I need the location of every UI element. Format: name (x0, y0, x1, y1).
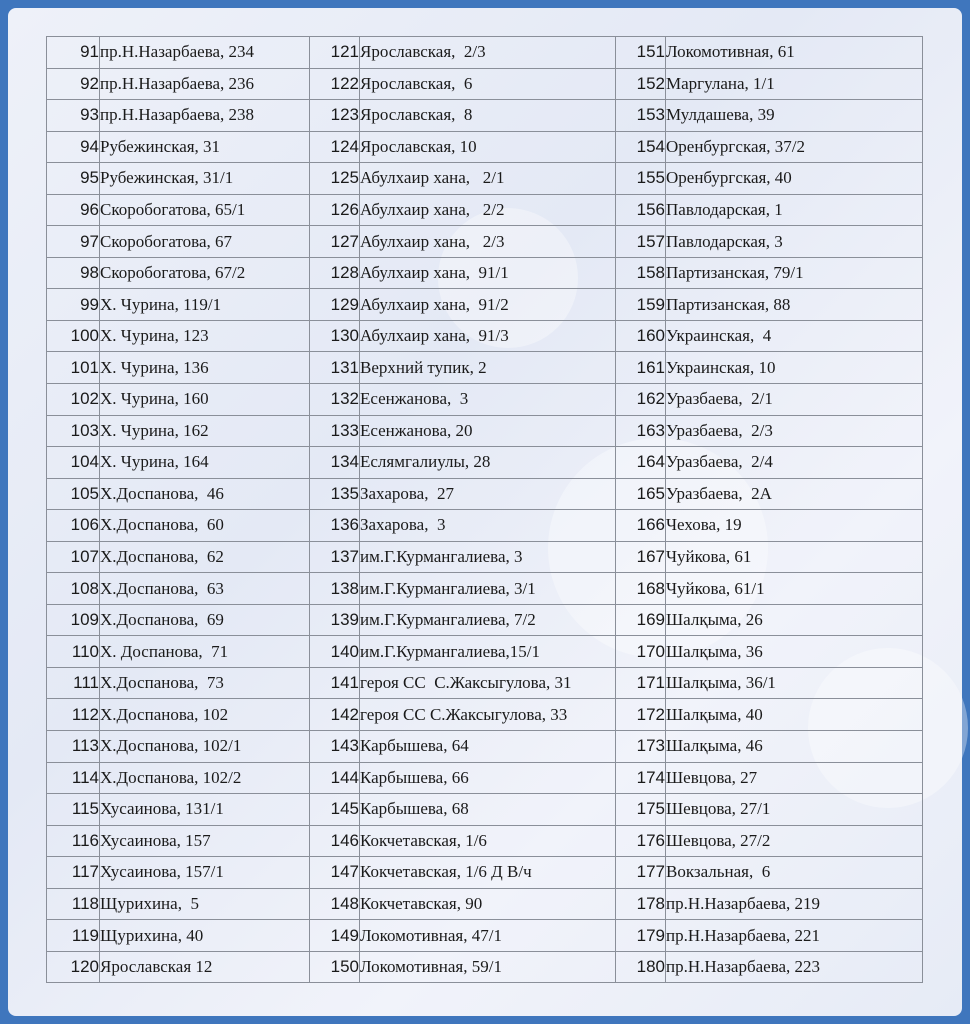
table-row (47, 131, 923, 163)
entry-address: Мулдашева, 39 (666, 100, 923, 132)
entry-number: 101 (47, 352, 100, 384)
entry-address: Кокчетавская, 1/6 Д В/ч (360, 857, 616, 889)
table-row (47, 68, 923, 100)
entry-number: 166 (616, 510, 666, 542)
entry-number: 132 (310, 384, 360, 416)
entry-address: пр.Н.Назарбаева, 223 (666, 951, 923, 983)
entry-address: Еслямгалиулы, 28 (360, 447, 616, 479)
entry-address: Х.Доспанова, 69 (100, 604, 310, 636)
entry-address: Щурихина, 5 (100, 888, 310, 920)
entry-address: Вокзальная, 6 (666, 857, 923, 889)
entry-number: 133 (310, 415, 360, 447)
entry-address: Уразбаева, 2/4 (666, 447, 923, 479)
entry-number: 129 (310, 289, 360, 321)
address-table-body (47, 37, 923, 983)
entry-address: Чехова, 19 (666, 510, 923, 542)
entry-address: им.Г.Курмангалиева,15/1 (360, 636, 616, 668)
entry-number: 124 (310, 131, 360, 163)
table-row (47, 37, 923, 69)
entry-number: 165 (616, 478, 666, 510)
table-row (47, 636, 923, 668)
entry-number: 179 (616, 920, 666, 952)
entry-number: 155 (616, 163, 666, 195)
entry-number: 170 (616, 636, 666, 668)
table-row (47, 478, 923, 510)
entry-number: 168 (616, 573, 666, 605)
entry-number: 150 (310, 951, 360, 983)
table-row (47, 541, 923, 573)
entry-number: 131 (310, 352, 360, 384)
entry-number: 138 (310, 573, 360, 605)
entry-number: 127 (310, 226, 360, 258)
entry-address: Шалқыма, 26 (666, 604, 923, 636)
entry-number: 104 (47, 447, 100, 479)
entry-address: Уразбаева, 2/1 (666, 384, 923, 416)
entry-address: Шевцова, 27/2 (666, 825, 923, 857)
entry-address: Абулхаир хана, 91/2 (360, 289, 616, 321)
entry-address: Есенжанова, 20 (360, 415, 616, 447)
entry-number: 121 (310, 37, 360, 69)
entry-number: 119 (47, 920, 100, 952)
entry-number: 142 (310, 699, 360, 731)
entry-address: Скоробогатова, 67 (100, 226, 310, 258)
entry-number: 117 (47, 857, 100, 889)
entry-number: 144 (310, 762, 360, 794)
entry-address: Ярославская, 2/3 (360, 37, 616, 69)
entry-number: 106 (47, 510, 100, 542)
entry-number: 93 (47, 100, 100, 132)
entry-address: пр.Н.Назарбаева, 219 (666, 888, 923, 920)
entry-address: Павлодарская, 3 (666, 226, 923, 258)
table-row (47, 731, 923, 763)
entry-number: 140 (310, 636, 360, 668)
entry-address: Ярославская, 6 (360, 68, 616, 100)
entry-number: 96 (47, 194, 100, 226)
entry-number: 111 (47, 667, 100, 699)
entry-number: 180 (616, 951, 666, 983)
entry-address: Х.Доспанова, 73 (100, 667, 310, 699)
entry-address: Х.Доспанова, 62 (100, 541, 310, 573)
table-row (47, 794, 923, 826)
entry-number: 172 (616, 699, 666, 731)
entry-number: 164 (616, 447, 666, 479)
entry-address: Скоробогатова, 65/1 (100, 194, 310, 226)
entry-number: 159 (616, 289, 666, 321)
table-row (47, 604, 923, 636)
entry-number: 130 (310, 320, 360, 352)
entry-address: Х.Доспанова, 102/1 (100, 731, 310, 763)
entry-address: Х. Чурина, 119/1 (100, 289, 310, 321)
entry-number: 135 (310, 478, 360, 510)
entry-address: Украинская, 10 (666, 352, 923, 384)
entry-address: Оренбургская, 40 (666, 163, 923, 195)
entry-address: пр.Н.Назарбаева, 238 (100, 100, 310, 132)
entry-number: 163 (616, 415, 666, 447)
entry-address: Карбышева, 68 (360, 794, 616, 826)
entry-number: 156 (616, 194, 666, 226)
entry-number: 171 (616, 667, 666, 699)
entry-address: Шевцова, 27 (666, 762, 923, 794)
entry-address: героя СС С.Жаксыгулова, 31 (360, 667, 616, 699)
entry-address: Верхний тупик, 2 (360, 352, 616, 384)
entry-address: пр.Н.Назарбаева, 234 (100, 37, 310, 69)
entry-number: 114 (47, 762, 100, 794)
entry-address: Абулхаир хана, 91/3 (360, 320, 616, 352)
entry-address: Х. Доспанова, 71 (100, 636, 310, 668)
entry-address: Есенжанова, 3 (360, 384, 616, 416)
entry-number: 152 (616, 68, 666, 100)
entry-number: 136 (310, 510, 360, 542)
entry-number: 148 (310, 888, 360, 920)
entry-number: 167 (616, 541, 666, 573)
entry-address: Абулхаир хана, 2/3 (360, 226, 616, 258)
address-table (46, 36, 923, 983)
entry-number: 95 (47, 163, 100, 195)
table-row (47, 667, 923, 699)
entry-address: Ярославская, 8 (360, 100, 616, 132)
entry-address: Х.Доспанова, 102 (100, 699, 310, 731)
entry-number: 109 (47, 604, 100, 636)
entry-address: Рубежинская, 31/1 (100, 163, 310, 195)
entry-number: 92 (47, 68, 100, 100)
entry-address: Шевцова, 27/1 (666, 794, 923, 826)
table-row (47, 352, 923, 384)
entry-address: Маргулана, 1/1 (666, 68, 923, 100)
entry-address: Х.Доспанова, 60 (100, 510, 310, 542)
entry-number: 123 (310, 100, 360, 132)
entry-number: 161 (616, 352, 666, 384)
entry-number: 103 (47, 415, 100, 447)
entry-address: пр.Н.Назарбаева, 236 (100, 68, 310, 100)
table-row (47, 226, 923, 258)
entry-address: Хусаинова, 157 (100, 825, 310, 857)
entry-address: Х. Чурина, 123 (100, 320, 310, 352)
entry-number: 157 (616, 226, 666, 258)
entry-address: Шалқыма, 40 (666, 699, 923, 731)
entry-number: 137 (310, 541, 360, 573)
entry-address: Украинская, 4 (666, 320, 923, 352)
entry-number: 120 (47, 951, 100, 983)
table-row (47, 857, 923, 889)
entry-address: Хусаинова, 131/1 (100, 794, 310, 826)
entry-number: 141 (310, 667, 360, 699)
table-row (47, 194, 923, 226)
entry-address: Скоробогатова, 67/2 (100, 257, 310, 289)
entry-address: Партизанская, 88 (666, 289, 923, 321)
entry-address: Чуйкова, 61/1 (666, 573, 923, 605)
entry-number: 149 (310, 920, 360, 952)
entry-address: Х.Доспанова, 102/2 (100, 762, 310, 794)
entry-number: 128 (310, 257, 360, 289)
entry-address: Абулхаир хана, 2/1 (360, 163, 616, 195)
entry-address: Шалқыма, 36/1 (666, 667, 923, 699)
table-row (47, 289, 923, 321)
table-row (47, 447, 923, 479)
entry-address: Захарова, 27 (360, 478, 616, 510)
entry-address: Щурихина, 40 (100, 920, 310, 952)
entry-number: 158 (616, 257, 666, 289)
entry-number: 175 (616, 794, 666, 826)
entry-address: Х. Чурина, 164 (100, 447, 310, 479)
table-row (47, 384, 923, 416)
entry-number: 125 (310, 163, 360, 195)
entry-number: 169 (616, 604, 666, 636)
entry-address: Абулхаир хана, 91/1 (360, 257, 616, 289)
entry-number: 147 (310, 857, 360, 889)
entry-number: 151 (616, 37, 666, 69)
entry-number: 154 (616, 131, 666, 163)
entry-address: Кокчетавская, 1/6 (360, 825, 616, 857)
entry-number: 112 (47, 699, 100, 731)
entry-number: 107 (47, 541, 100, 573)
entry-number: 98 (47, 257, 100, 289)
entry-number: 94 (47, 131, 100, 163)
entry-address: Х. Чурина, 136 (100, 352, 310, 384)
entry-number: 100 (47, 320, 100, 352)
entry-address: им.Г.Курмангалиева, 3/1 (360, 573, 616, 605)
entry-address: Оренбургская, 37/2 (666, 131, 923, 163)
entry-address: Локомотивная, 61 (666, 37, 923, 69)
entry-address: Абулхаир хана, 2/2 (360, 194, 616, 226)
table-row (47, 573, 923, 605)
entry-address: Локомотивная, 47/1 (360, 920, 616, 952)
entry-number: 178 (616, 888, 666, 920)
entry-number: 118 (47, 888, 100, 920)
entry-number: 134 (310, 447, 360, 479)
entry-address: Чуйкова, 61 (666, 541, 923, 573)
table-row (47, 951, 923, 983)
entry-number: 113 (47, 731, 100, 763)
entry-number: 126 (310, 194, 360, 226)
entry-number: 176 (616, 825, 666, 857)
entry-number: 143 (310, 731, 360, 763)
entry-address: Х.Доспанова, 46 (100, 478, 310, 510)
table-row (47, 100, 923, 132)
entry-address: Х. Чурина, 162 (100, 415, 310, 447)
table-row (47, 257, 923, 289)
entry-number: 177 (616, 857, 666, 889)
entry-number: 162 (616, 384, 666, 416)
entry-number: 139 (310, 604, 360, 636)
entry-address: героя СС С.Жаксыгулова, 33 (360, 699, 616, 731)
entry-address: Шалқыма, 46 (666, 731, 923, 763)
entry-number: 115 (47, 794, 100, 826)
entry-number: 108 (47, 573, 100, 605)
table-row (47, 920, 923, 952)
table-row (47, 888, 923, 920)
entry-address: Уразбаева, 2А (666, 478, 923, 510)
table-row (47, 699, 923, 731)
entry-number: 116 (47, 825, 100, 857)
entry-address: Шалқыма, 36 (666, 636, 923, 668)
entry-number: 110 (47, 636, 100, 668)
entry-address: им.Г.Курмангалиева, 7/2 (360, 604, 616, 636)
entry-address: пр.Н.Назарбаева, 221 (666, 920, 923, 952)
table-row (47, 762, 923, 794)
table-row (47, 510, 923, 542)
entry-address: Хусаинова, 157/1 (100, 857, 310, 889)
entry-number: 122 (310, 68, 360, 100)
entry-number: 102 (47, 384, 100, 416)
table-row (47, 825, 923, 857)
entry-number: 97 (47, 226, 100, 258)
entry-number: 174 (616, 762, 666, 794)
table-row (47, 163, 923, 195)
entry-address: Ярославская, 10 (360, 131, 616, 163)
entry-number: 145 (310, 794, 360, 826)
entry-address: Карбышева, 64 (360, 731, 616, 763)
entry-address: Кокчетавская, 90 (360, 888, 616, 920)
entry-number: 173 (616, 731, 666, 763)
entry-number: 153 (616, 100, 666, 132)
entry-address: Локомотивная, 59/1 (360, 951, 616, 983)
table-row (47, 415, 923, 447)
entry-address: Павлодарская, 1 (666, 194, 923, 226)
entry-number: 91 (47, 37, 100, 69)
entry-address: Карбышева, 66 (360, 762, 616, 794)
entry-address: Партизанская, 79/1 (666, 257, 923, 289)
entry-address: Захарова, 3 (360, 510, 616, 542)
entry-address: Х.Доспанова, 63 (100, 573, 310, 605)
entry-address: им.Г.Курмангалиева, 3 (360, 541, 616, 573)
entry-number: 160 (616, 320, 666, 352)
entry-number: 99 (47, 289, 100, 321)
table-row (47, 320, 923, 352)
entry-address: Х. Чурина, 160 (100, 384, 310, 416)
entry-number: 146 (310, 825, 360, 857)
entry-address: Рубежинская, 31 (100, 131, 310, 163)
entry-address: Уразбаева, 2/3 (666, 415, 923, 447)
entry-address: Ярославская 12 (100, 951, 310, 983)
entry-number: 105 (47, 478, 100, 510)
